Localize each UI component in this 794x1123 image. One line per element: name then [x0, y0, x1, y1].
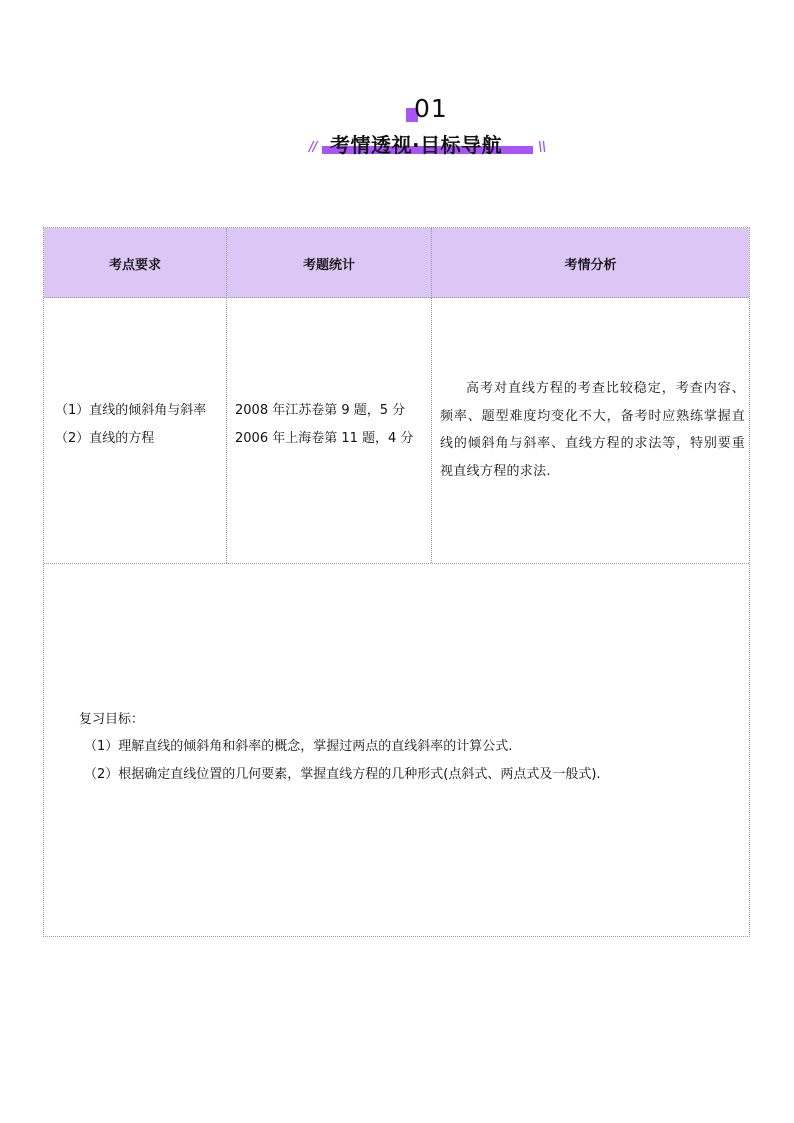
statistic-item: 2008 年江苏卷第 9 题，5 分	[235, 403, 406, 418]
analysis-text: 高考对直线方程的考查比较稳定，考查内容、频率、题型难度均变化不大，备考时应熟练掌握直线的倾斜角与斜率、直线方程的求法等，特别要重视直线方程的求法.	[440, 381, 745, 479]
review-goals-cell	[44, 564, 749, 936]
decorative-slashes-left: //	[309, 140, 317, 155]
requirement-item: （2）直线的方程	[55, 431, 155, 446]
goal-item: （2）根据确定直线位置的几何要素，掌握直线方程的几种形式(点斜式、两点式及一般式).	[84, 767, 601, 782]
statistic-item: 2006 年上海卷第 11 题，4 分	[235, 431, 414, 446]
section-header	[0, 92, 794, 162]
header-analysis: 考情分析	[564, 257, 617, 273]
table-header-row	[44, 228, 749, 298]
section-number: 01	[414, 94, 448, 123]
statistics-cell	[227, 298, 432, 563]
goal-item: （1）理解直线的倾斜角和斜率的概念，掌握过两点的直线斜率的计算公式.	[84, 739, 513, 754]
table-body-row	[44, 298, 749, 564]
analysis-cell	[432, 298, 749, 563]
exam-analysis-table	[43, 227, 750, 937]
goals-title: 复习目标：	[79, 712, 145, 727]
requirement-item: （1）直线的倾斜角与斜率	[55, 403, 207, 418]
decorative-slashes-right: \\	[538, 140, 546, 155]
header-requirements: 考点要求	[44, 228, 227, 298]
requirements-cell	[44, 298, 227, 563]
section-title: 考情透视·目标导航	[330, 133, 503, 157]
header-statistics: 考题统计	[227, 228, 432, 298]
